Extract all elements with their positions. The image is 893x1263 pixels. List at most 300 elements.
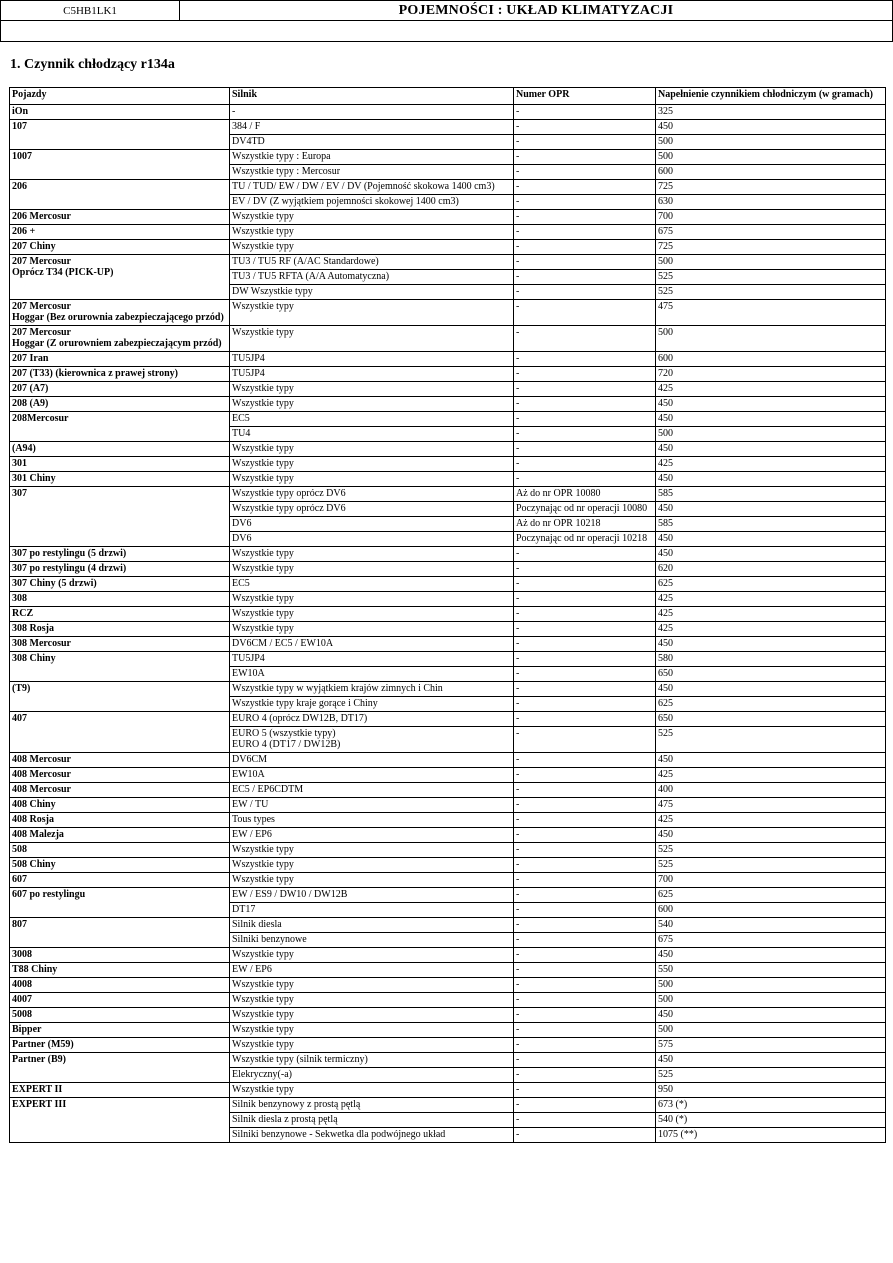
engine-cell: Wszystkie typy: [230, 607, 514, 622]
charge-cell: 600: [656, 903, 886, 918]
engine-cell: Tous types: [230, 813, 514, 828]
engine-cell: Wszystkie typy: [230, 858, 514, 873]
engine-cell: Wszystkie typy: [230, 210, 514, 225]
engine-cell: 384 / F: [230, 120, 514, 135]
charge-cell: 500: [656, 978, 886, 993]
table-row: [10, 225, 886, 240]
opr-cell: -: [514, 667, 656, 682]
charge-cell: 725: [656, 180, 886, 195]
opr-cell: -: [514, 120, 656, 135]
engine-cell: EW / EP6: [230, 963, 514, 978]
engine-cell: TU4: [230, 427, 514, 442]
opr-cell: -: [514, 240, 656, 255]
engine-cell: -: [230, 105, 514, 120]
opr-cell: -: [514, 427, 656, 442]
charge-cell: 625: [656, 888, 886, 903]
vehicle-cell: 508 Chiny: [10, 858, 230, 873]
opr-cell: -: [514, 843, 656, 858]
engine-cell: EURO 4 (oprócz DW12B, DT17): [230, 712, 514, 727]
table-row: [10, 562, 886, 577]
opr-cell: -: [514, 592, 656, 607]
charge-cell: 425: [656, 768, 886, 783]
charge-cell: 700: [656, 873, 886, 888]
vehicle-cell: 207 (T33) (kierownica z prawej strony): [10, 367, 230, 382]
engine-cell: Wszystkie typy: [230, 1023, 514, 1038]
opr-cell: -: [514, 547, 656, 562]
opr-cell: -: [514, 105, 656, 120]
opr-cell: -: [514, 727, 656, 753]
opr-cell: Poczynając od nr operacji 10218: [514, 532, 656, 547]
engine-cell: Wszystkie typy: [230, 547, 514, 562]
engine-cell: Silnik benzynowy z prostą pętlą: [230, 1098, 514, 1113]
engine-cell: DV6CM: [230, 753, 514, 768]
engine-cell: EW10A: [230, 667, 514, 682]
vehicle-cell: 408 Malezja: [10, 828, 230, 843]
table-row: [10, 150, 886, 165]
opr-cell: -: [514, 873, 656, 888]
vehicle-cell: T88 Chiny: [10, 963, 230, 978]
engine-cell: Wszystkie typy: [230, 622, 514, 637]
engine-cell: Silnik diesla z prostą pętlą: [230, 1113, 514, 1128]
opr-cell: -: [514, 457, 656, 472]
table-row: [10, 858, 886, 873]
table-row: [10, 948, 886, 963]
table-row: [10, 547, 886, 562]
table-row: [10, 367, 886, 382]
engine-cell: Wszystkie typy: [230, 225, 514, 240]
vehicle-cell: Bipper: [10, 1023, 230, 1038]
engine-cell: Wszystkie typy: [230, 978, 514, 993]
engine-cell: Wszystkie typy: [230, 592, 514, 607]
column-header-vehicle: Pojazdy: [10, 88, 230, 105]
vehicle-cell: 107: [10, 120, 230, 150]
vehicle-cell: 208Mercosur: [10, 412, 230, 442]
opr-cell: -: [514, 1038, 656, 1053]
page-header: [0, 0, 893, 21]
vehicle-cell: 3008: [10, 948, 230, 963]
vehicle-cell: 5008: [10, 1008, 230, 1023]
engine-cell: Silnik diesla: [230, 918, 514, 933]
engine-cell: DT17: [230, 903, 514, 918]
column-header-engine: Silnik: [230, 88, 514, 105]
charge-cell: 500: [656, 427, 886, 442]
engine-cell: Wszystkie typy: [230, 326, 514, 352]
engine-cell: DV6: [230, 532, 514, 547]
table-row: [10, 607, 886, 622]
table-row: [10, 622, 886, 637]
engine-cell: Wszystkie typy: [230, 1038, 514, 1053]
opr-cell: -: [514, 285, 656, 300]
engine-cell: Wszystkie typy : Europa: [230, 150, 514, 165]
vehicle-cell: 408 Chiny: [10, 798, 230, 813]
table-row: [10, 180, 886, 195]
opr-cell: -: [514, 622, 656, 637]
engine-cell: EW10A: [230, 768, 514, 783]
opr-cell: -: [514, 1113, 656, 1128]
engine-cell: EV / DV (Z wyjątkiem pojemności skokowej 1400 cm3): [230, 195, 514, 210]
charge-cell: 450: [656, 753, 886, 768]
vehicle-cell: 408 Mercosur: [10, 753, 230, 768]
opr-cell: -: [514, 652, 656, 667]
charge-cell: 525: [656, 843, 886, 858]
table-row: [10, 888, 886, 903]
opr-cell: -: [514, 326, 656, 352]
table-row: [10, 412, 886, 427]
opr-cell: -: [514, 352, 656, 367]
charge-cell: 650: [656, 667, 886, 682]
engine-cell: Wszystkie typy: [230, 843, 514, 858]
vehicle-cell: 4007: [10, 993, 230, 1008]
engine-cell: EW / EP6: [230, 828, 514, 843]
table-row: [10, 472, 886, 487]
vehicle-cell: 607: [10, 873, 230, 888]
opr-cell: -: [514, 682, 656, 697]
charge-cell: 425: [656, 457, 886, 472]
table-row: [10, 1053, 886, 1068]
opr-cell: -: [514, 1098, 656, 1113]
vehicle-cell: 4008: [10, 978, 230, 993]
charge-cell: 630: [656, 195, 886, 210]
table-row: [10, 843, 886, 858]
charge-cell: 325: [656, 105, 886, 120]
table-row: [10, 397, 886, 412]
engine-cell: DV6CM / EC5 / EW10A: [230, 637, 514, 652]
charge-cell: 720: [656, 367, 886, 382]
opr-cell: -: [514, 903, 656, 918]
engine-cell: DV4TD: [230, 135, 514, 150]
engine-cell: Wszystkie typy: [230, 472, 514, 487]
opr-cell: -: [514, 858, 656, 873]
vehicle-cell: 308 Rosja: [10, 622, 230, 637]
engine-cell: EURO 5 (wszystkie typy) EURO 4 (DT17 / DW12B): [230, 727, 514, 753]
vehicle-cell: (A94): [10, 442, 230, 457]
charge-cell: 450: [656, 532, 886, 547]
opr-cell: -: [514, 813, 656, 828]
opr-cell: -: [514, 225, 656, 240]
opr-cell: -: [514, 300, 656, 326]
table-row: [10, 798, 886, 813]
section-title: 1. Czynnik chłodzący r134a: [10, 57, 175, 72]
engine-cell: Wszystkie typy : Mercosur: [230, 165, 514, 180]
opr-cell: -: [514, 1128, 656, 1143]
charge-cell: 525: [656, 285, 886, 300]
charge-cell: 500: [656, 326, 886, 352]
charge-cell: 425: [656, 622, 886, 637]
vehicle-cell: Partner (M59): [10, 1038, 230, 1053]
table-row: [10, 577, 886, 592]
vehicle-cell: 301 Chiny: [10, 472, 230, 487]
charge-cell: 500: [656, 135, 886, 150]
charge-cell: 620: [656, 562, 886, 577]
charge-cell: 450: [656, 120, 886, 135]
vehicle-cell: EXPERT III: [10, 1098, 230, 1143]
engine-cell: Wszystkie typy: [230, 948, 514, 963]
engine-cell: EC5: [230, 577, 514, 592]
vehicle-cell: 307 po restylingu (4 drzwi): [10, 562, 230, 577]
engine-cell: TU5JP4: [230, 352, 514, 367]
opr-cell: -: [514, 933, 656, 948]
table-row: [10, 352, 886, 367]
opr-cell: -: [514, 607, 656, 622]
charge-cell: 700: [656, 210, 886, 225]
charge-cell: 625: [656, 697, 886, 712]
opr-cell: -: [514, 397, 656, 412]
opr-cell: -: [514, 577, 656, 592]
engine-cell: Wszystkie typy: [230, 1083, 514, 1098]
engine-cell: Wszystkie typy: [230, 397, 514, 412]
engine-cell: Wszystkie typy (silnik termiczny): [230, 1053, 514, 1068]
vehicle-cell: 1007: [10, 150, 230, 180]
opr-cell: -: [514, 963, 656, 978]
vehicle-cell: 206 Mercosur: [10, 210, 230, 225]
vehicle-cell: 508: [10, 843, 230, 858]
vehicle-cell: EXPERT II: [10, 1083, 230, 1098]
engine-cell: DW Wszystkie typy: [230, 285, 514, 300]
opr-cell: -: [514, 165, 656, 180]
charge-cell: 540: [656, 918, 886, 933]
table-row: [10, 682, 886, 697]
vehicle-cell: 307: [10, 487, 230, 547]
opr-cell: -: [514, 135, 656, 150]
vehicle-cell: 207 Iran: [10, 352, 230, 367]
charge-cell: 425: [656, 813, 886, 828]
opr-cell: -: [514, 798, 656, 813]
opr-cell: -: [514, 1023, 656, 1038]
opr-cell: -: [514, 637, 656, 652]
engine-cell: Wszystkie typy: [230, 993, 514, 1008]
opr-cell: -: [514, 367, 656, 382]
table-row: [10, 828, 886, 843]
vehicle-cell: Partner (B9): [10, 1053, 230, 1083]
opr-cell: -: [514, 412, 656, 427]
vehicle-cell: 407: [10, 712, 230, 753]
opr-cell: -: [514, 1053, 656, 1068]
engine-cell: TU3 / TU5 RFTA (A/A Automatyczna): [230, 270, 514, 285]
table-row: [10, 1023, 886, 1038]
opr-cell: -: [514, 768, 656, 783]
vehicle-cell: 408 Mercosur: [10, 768, 230, 783]
engine-cell: TU5JP4: [230, 367, 514, 382]
table-row: [10, 768, 886, 783]
charge-cell: 425: [656, 592, 886, 607]
engine-cell: Silniki benzynowe - Sekwetka dla podwójnego układ: [230, 1128, 514, 1143]
opr-cell: -: [514, 195, 656, 210]
engine-cell: Wszystkie typy: [230, 442, 514, 457]
engine-cell: TU / TUD/ EW / DW / EV / DV (Pojemność skokowa 1400 cm3): [230, 180, 514, 195]
table-row: [10, 255, 886, 270]
opr-cell: -: [514, 993, 656, 1008]
charge-cell: 475: [656, 300, 886, 326]
table-row: [10, 753, 886, 768]
opr-cell: -: [514, 828, 656, 843]
opr-cell: -: [514, 1008, 656, 1023]
table-row: [10, 300, 886, 326]
charge-cell: 475: [656, 798, 886, 813]
opr-cell: -: [514, 888, 656, 903]
opr-cell: -: [514, 1068, 656, 1083]
vehicle-cell: 308: [10, 592, 230, 607]
engine-cell: TU3 / TU5 RF (A/AC Standardowe): [230, 255, 514, 270]
opr-cell: Aż do nr OPR 10218: [514, 517, 656, 532]
table-row: [10, 210, 886, 225]
engine-cell: EW / TU: [230, 798, 514, 813]
charge-cell: 450: [656, 412, 886, 427]
charge-cell: 450: [656, 828, 886, 843]
vehicle-cell: 308 Chiny: [10, 652, 230, 682]
table-row: [10, 637, 886, 652]
table-row: [10, 963, 886, 978]
charge-cell: 675: [656, 933, 886, 948]
table-row: [10, 993, 886, 1008]
opr-cell: -: [514, 210, 656, 225]
charge-cell: 585: [656, 517, 886, 532]
table-row: [10, 1098, 886, 1113]
table-body: [10, 105, 886, 1143]
column-header-opr: Numer OPR: [514, 88, 656, 105]
table-row: [10, 978, 886, 993]
vehicle-cell: 807: [10, 918, 230, 948]
vehicle-cell: 307 po restylingu (5 drzwi): [10, 547, 230, 562]
charge-cell: 673 (*): [656, 1098, 886, 1113]
vehicle-cell: 206: [10, 180, 230, 210]
opr-cell: -: [514, 978, 656, 993]
opr-cell: Aż do nr OPR 10080: [514, 487, 656, 502]
vehicle-cell: 208 (A9): [10, 397, 230, 412]
table-row: [10, 592, 886, 607]
vehicle-cell: 207 Mercosur Hoggar (Z orurowniem zabezpieczającym przód): [10, 326, 230, 352]
engine-cell: TU5JP4: [230, 652, 514, 667]
charge-cell: 425: [656, 607, 886, 622]
charge-cell: 500: [656, 993, 886, 1008]
opr-cell: -: [514, 562, 656, 577]
opr-cell: -: [514, 270, 656, 285]
engine-cell: Wszystkie typy kraje gorące i Chiny: [230, 697, 514, 712]
vehicle-cell: 408 Rosja: [10, 813, 230, 828]
charge-cell: 500: [656, 150, 886, 165]
charge-cell: 1075 (**): [656, 1128, 886, 1143]
charge-cell: 450: [656, 637, 886, 652]
charge-cell: 540 (*): [656, 1113, 886, 1128]
vehicle-cell: 308 Mercosur: [10, 637, 230, 652]
opr-cell: -: [514, 442, 656, 457]
vehicle-cell: iOn: [10, 105, 230, 120]
opr-cell: -: [514, 180, 656, 195]
opr-cell: -: [514, 948, 656, 963]
charge-cell: 525: [656, 270, 886, 285]
engine-cell: Elekryczny(-a): [230, 1068, 514, 1083]
vehicle-cell: 207 Mercosur Hoggar (Bez orurownia zabezpieczającego przód): [10, 300, 230, 326]
table-row: [10, 240, 886, 255]
engine-cell: Wszystkie typy: [230, 873, 514, 888]
vehicle-cell: RCZ: [10, 607, 230, 622]
charge-cell: 550: [656, 963, 886, 978]
column-header-charge: Napełnienie czynnikiem chłodniczym (w gramach): [656, 88, 886, 105]
table-row: [10, 783, 886, 798]
vehicle-cell: 301: [10, 457, 230, 472]
vehicle-cell: 607 po restylingu: [10, 888, 230, 918]
opr-cell: -: [514, 712, 656, 727]
charge-cell: 525: [656, 727, 886, 753]
charge-cell: 450: [656, 1008, 886, 1023]
table-row: [10, 918, 886, 933]
charge-cell: 675: [656, 225, 886, 240]
engine-cell: Wszystkie typy: [230, 457, 514, 472]
charge-cell: 450: [656, 547, 886, 562]
table-header-row: [10, 88, 886, 105]
table-row: [10, 1038, 886, 1053]
document-title: POJEMNOŚCI : UKŁAD KLIMATYZACJI: [180, 1, 893, 21]
table-row: [10, 326, 886, 352]
capacity-table: [9, 87, 886, 1143]
charge-cell: 625: [656, 577, 886, 592]
table-row: [10, 120, 886, 135]
charge-cell: 600: [656, 165, 886, 180]
document-code: C5HB1LK1: [1, 1, 180, 21]
vehicle-cell: 408 Mercosur: [10, 783, 230, 798]
vehicle-cell: 207 Chiny: [10, 240, 230, 255]
engine-cell: Wszystkie typy oprócz DV6: [230, 502, 514, 517]
opr-cell: Poczynając od nr operacji 10080: [514, 502, 656, 517]
table-row: [10, 813, 886, 828]
opr-cell: -: [514, 918, 656, 933]
engine-cell: EW / ES9 / DW10 / DW12B: [230, 888, 514, 903]
engine-cell: Wszystkie typy: [230, 240, 514, 255]
opr-cell: -: [514, 753, 656, 768]
engine-cell: DV6: [230, 517, 514, 532]
opr-cell: -: [514, 255, 656, 270]
charge-cell: 450: [656, 1053, 886, 1068]
opr-cell: -: [514, 150, 656, 165]
vehicle-cell: 307 Chiny (5 drzwi): [10, 577, 230, 592]
header-band: [0, 20, 893, 42]
table-row: [10, 1008, 886, 1023]
engine-cell: Wszystkie typy w wyjątkiem krajów zimnych i Chin: [230, 682, 514, 697]
charge-cell: 575: [656, 1038, 886, 1053]
charge-cell: 525: [656, 858, 886, 873]
charge-cell: 600: [656, 352, 886, 367]
charge-cell: 950: [656, 1083, 886, 1098]
charge-cell: 450: [656, 502, 886, 517]
opr-cell: -: [514, 1083, 656, 1098]
vehicle-cell: 206 +: [10, 225, 230, 240]
charge-cell: 425: [656, 382, 886, 397]
table-row: [10, 382, 886, 397]
charge-cell: 400: [656, 783, 886, 798]
engine-cell: Wszystkie typy: [230, 382, 514, 397]
table-row: [10, 487, 886, 502]
charge-cell: 580: [656, 652, 886, 667]
charge-cell: 525: [656, 1068, 886, 1083]
charge-cell: 450: [656, 442, 886, 457]
charge-cell: 500: [656, 1023, 886, 1038]
charge-cell: 450: [656, 397, 886, 412]
charge-cell: 725: [656, 240, 886, 255]
engine-cell: Silniki benzynowe: [230, 933, 514, 948]
charge-cell: 450: [656, 682, 886, 697]
table-row: [10, 1083, 886, 1098]
engine-cell: Wszystkie typy oprócz DV6: [230, 487, 514, 502]
vehicle-cell: 207 Mercosur Oprócz T34 (PICK-UP): [10, 255, 230, 300]
charge-cell: 450: [656, 472, 886, 487]
charge-cell: 450: [656, 948, 886, 963]
engine-cell: EC5: [230, 412, 514, 427]
opr-cell: -: [514, 697, 656, 712]
engine-cell: Wszystkie typy: [230, 1008, 514, 1023]
charge-cell: 585: [656, 487, 886, 502]
table-row: [10, 652, 886, 667]
vehicle-cell: 207 (A7): [10, 382, 230, 397]
opr-cell: -: [514, 382, 656, 397]
